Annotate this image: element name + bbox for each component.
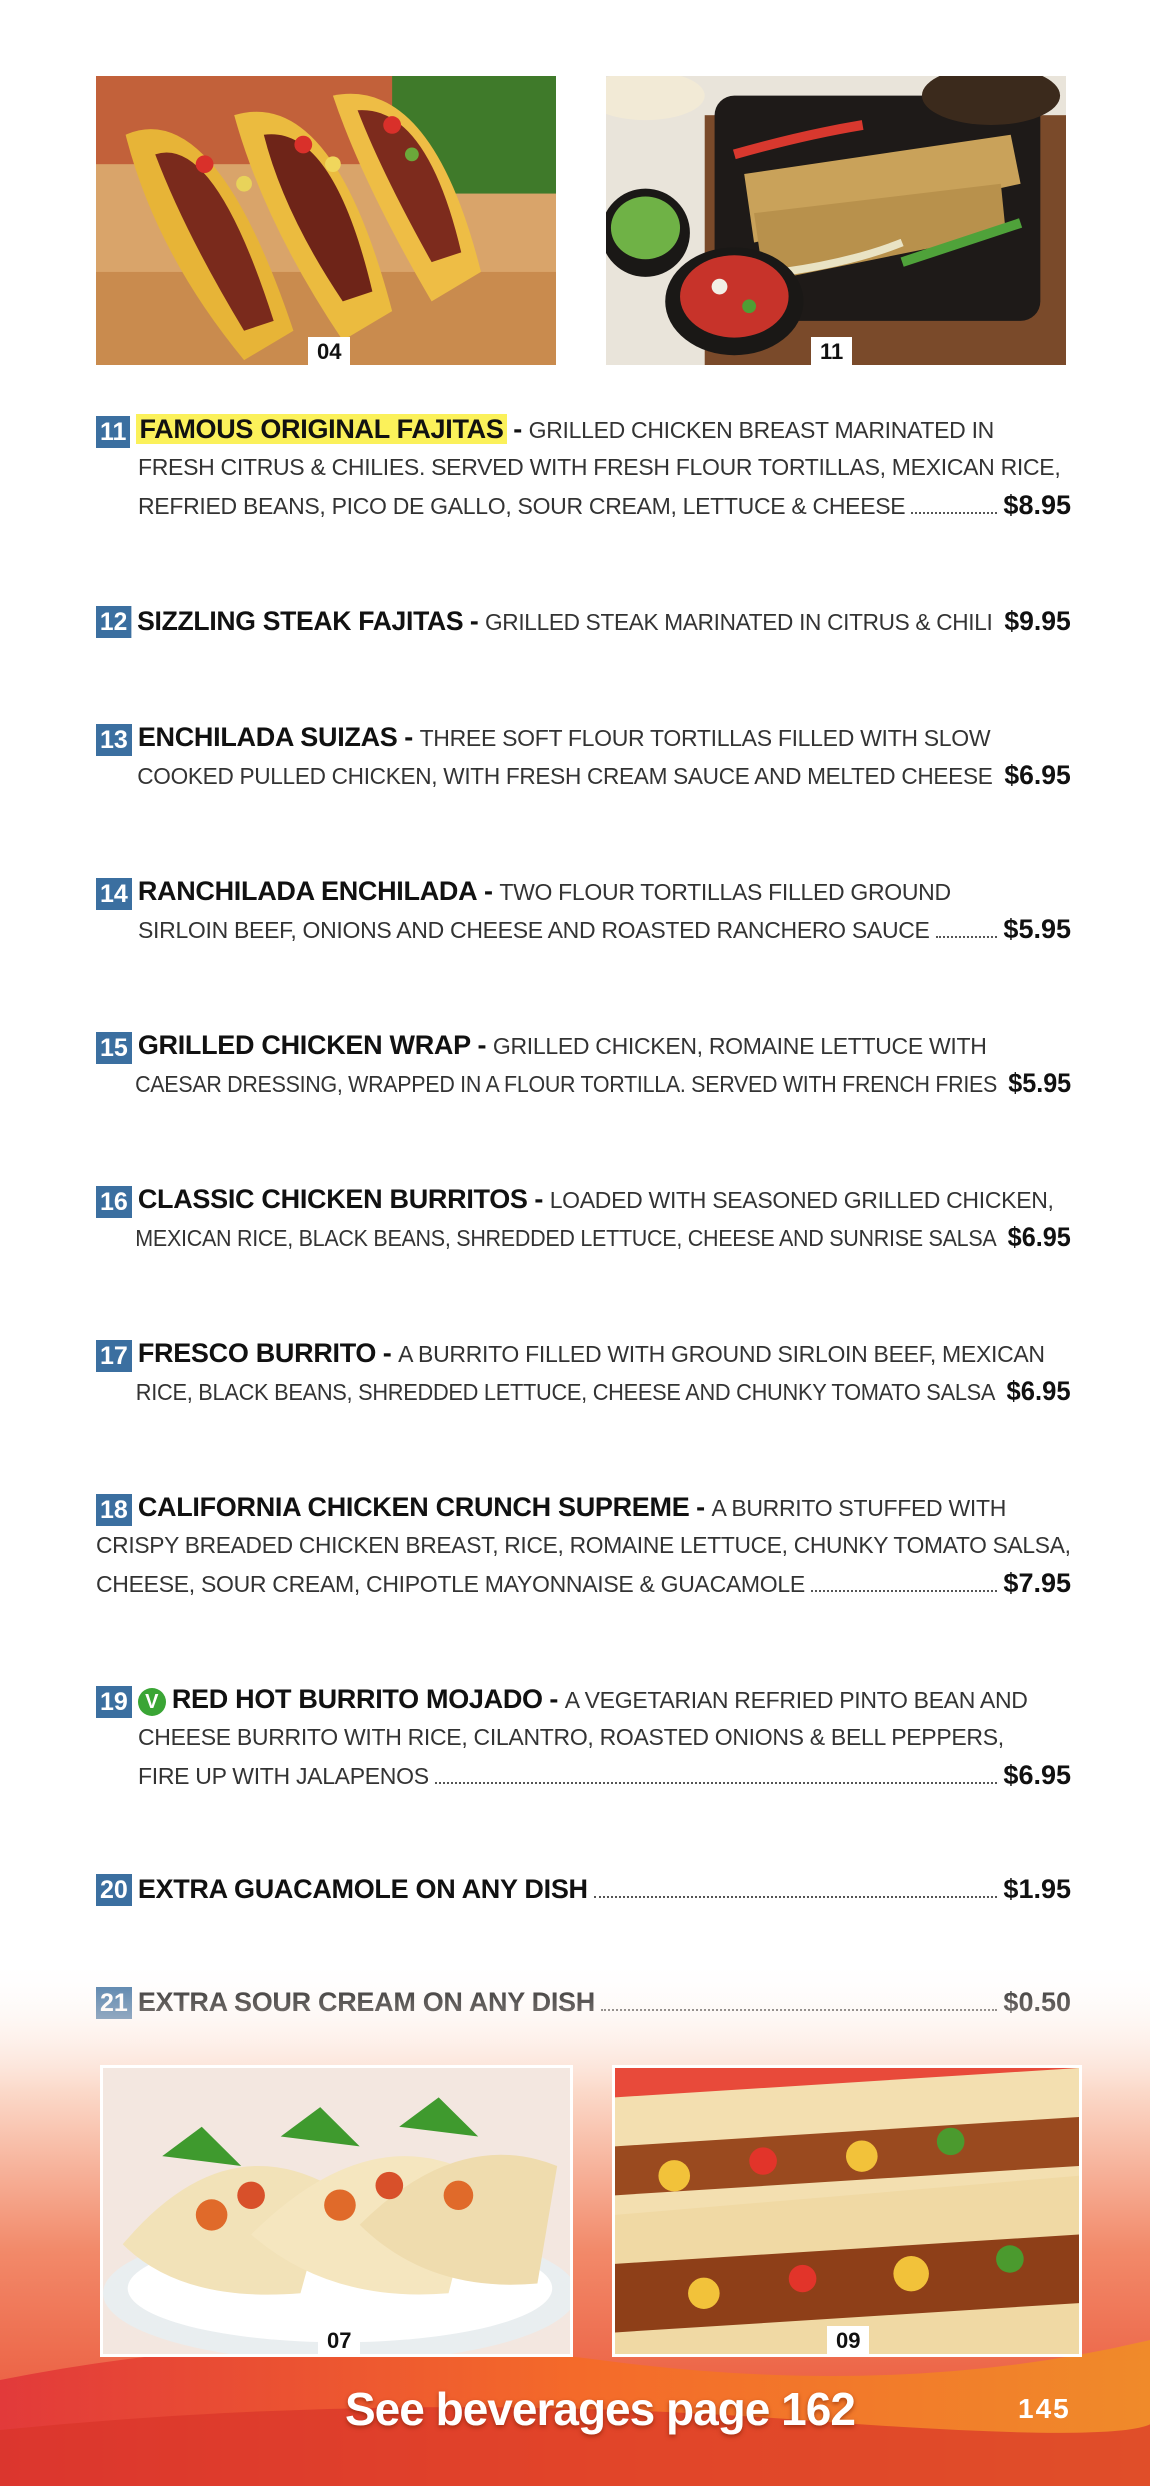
item-name: EXTRA GUACAMOLE ON ANY DISH: [137, 1874, 588, 1904]
item-description: LOADED WITH SEASONED GRILLED CHICKEN,: [549, 1187, 1054, 1213]
dot-leader: [811, 1589, 998, 1592]
fajitas-image: [606, 76, 1066, 365]
item-number-badge: 15: [96, 1032, 132, 1064]
item-price: $8.95: [1003, 490, 1071, 520]
item-number-badge: 17: [96, 1340, 132, 1372]
item-description: A BURRITO FILLED WITH GROUND SIRLOIN BEEF, MEXICAN: [398, 1341, 1045, 1367]
item-description: CHEESE BURRITO WITH RICE, CILANTRO, ROASTED ONIONS & BELL PEPPERS,: [138, 1724, 1004, 1750]
menu-item-20: [96, 1870, 1071, 1908]
item-separator: -: [477, 1030, 487, 1060]
menu-item-15: [96, 1026, 1071, 1102]
item-name: FRESCO BURRITO: [137, 1338, 377, 1368]
item-line: [96, 1526, 1071, 1564]
photo-number-label: 09: [827, 2326, 869, 2354]
item-name: RANCHILADA ENCHILADA: [137, 876, 478, 906]
item-description: FRESH CITRUS & CHILIES. SERVED WITH FRESH FLOUR TORTILLAS, MEXICAN RICE,: [138, 454, 1061, 480]
item-line: [96, 1488, 1071, 1526]
menu-item-13: [96, 718, 1071, 794]
item-number-badge: 11: [96, 416, 130, 448]
item-name: CALIFORNIA CHICKEN CRUNCH SUPREME: [137, 1492, 690, 1522]
menu-item-12: [96, 602, 1071, 640]
item-price-line: [96, 486, 1071, 524]
menu-item-17: [96, 1334, 1071, 1410]
photo-quesadilla: [612, 2065, 1082, 2357]
item-name: ENCHILADA SUIZAS: [137, 722, 398, 752]
item-description: A VEGETARIAN REFRIED PINTO BEAN AND: [564, 1687, 1028, 1713]
item-price-line: [96, 756, 1071, 794]
photo-number-label: 07: [318, 2326, 360, 2354]
item-description: CRISPY BREADED CHICKEN BREAST, RICE, ROMAINE LETTUCE, CHUNKY TOMATO SALSA,: [96, 1532, 1071, 1558]
item-line: [96, 1180, 1071, 1218]
item-price-line: [96, 1064, 1072, 1102]
photo-soft-tacos: [100, 2065, 573, 2357]
item-number-badge: 13: [96, 724, 132, 756]
photo-fajitas: [603, 73, 1069, 368]
item-description: CHEESE, SOUR CREAM, CHIPOTLE MAYONNAISE & GUACAMOLE: [96, 1571, 805, 1597]
item-separator: -: [382, 1338, 392, 1368]
item-price-line: [96, 1756, 1071, 1794]
item-description: RICE, BLACK BEANS, SHREDDED LETTUCE, CHEESE AND CHUNKY TOMATO SALSA: [135, 1379, 996, 1405]
item-price: $6.95: [1006, 1376, 1071, 1406]
item-line: [96, 1680, 1071, 1718]
item-price: $5.95: [1008, 1068, 1072, 1098]
item-separator: -: [404, 722, 413, 752]
item-description: THREE SOFT FLOUR TORTILLAS FILLED WITH SLOW: [419, 725, 991, 751]
item-price: $9.95: [1004, 606, 1071, 636]
dot-leader: [594, 1895, 998, 1898]
dot-leader: [911, 511, 997, 514]
soft-tacos-image: [103, 2068, 570, 2354]
item-number-badge: 14: [96, 878, 132, 910]
menu-item-18: [96, 1488, 1071, 1602]
menu-item-11: [96, 410, 1071, 524]
item-price: $7.95: [1003, 1568, 1071, 1598]
menu-item-16: [96, 1180, 1071, 1256]
dot-leader: [936, 935, 998, 938]
item-line: [96, 1026, 1071, 1064]
item-description: FIRE UP WITH JALAPENOS: [138, 1763, 429, 1789]
item-price-line: [96, 910, 1071, 948]
item-line: [96, 1718, 1071, 1756]
item-separator: -: [483, 876, 493, 906]
item-number-badge: 19: [96, 1686, 132, 1718]
item-separator: -: [534, 1184, 544, 1214]
item-price-line: [96, 1372, 1071, 1410]
item-line: [96, 718, 1071, 756]
photo-tacos: [93, 73, 559, 368]
item-number-badge: 18: [96, 1494, 132, 1526]
vegetarian-icon: V: [138, 1688, 166, 1716]
menu-item-14: [96, 872, 1071, 948]
page-number: 145: [1018, 2393, 1071, 2424]
item-description: GRILLED CHICKEN, ROMAINE LETTUCE WITH: [492, 1033, 987, 1059]
item-name: FAMOUS ORIGINAL FAJITAS: [136, 414, 506, 444]
item-separator: -: [549, 1684, 559, 1714]
quesadilla-image: [615, 2068, 1079, 2354]
item-separator: -: [696, 1492, 705, 1522]
item-description: GRILLED STEAK MARINATED IN CITRUS & CHILI: [484, 609, 993, 635]
item-line: [96, 448, 1071, 486]
item-description: MEXICAN RICE, BLACK BEANS, SHREDDED LETTUCE, CHEESE AND SUNRISE SALSA: [135, 1225, 997, 1251]
item-price: $5.95: [1003, 914, 1071, 944]
item-description: TWO FLOUR TORTILLAS FILLED GROUND: [499, 879, 951, 905]
item-price-line: [96, 1870, 1071, 1908]
item-name: CLASSIC CHICKEN BURRITOS: [137, 1184, 528, 1214]
item-number-badge: 12: [96, 606, 131, 638]
item-separator: -: [513, 414, 522, 444]
item-description: A BURRITO STUFFED WITH: [711, 1495, 1007, 1521]
item-price: $1.95: [1003, 1874, 1071, 1904]
item-price: $6.95: [1003, 1760, 1071, 1790]
photo-number-label: 04: [308, 337, 350, 365]
item-description: SIRLOIN BEEF, ONIONS AND CHEESE AND ROASTED RANCHERO SAUCE: [138, 917, 930, 943]
beverages-reference: See beverages page 162: [345, 2383, 855, 2435]
item-price: $6.95: [1004, 760, 1071, 790]
item-name: SIZZLING STEAK FAJITAS: [137, 606, 464, 636]
item-description: COOKED PULLED CHICKEN, WITH FRESH CREAM SAUCE AND MELTED CHEESE: [137, 763, 993, 789]
item-separator: -: [469, 606, 479, 636]
item-number-badge: 20: [96, 1874, 132, 1906]
item-description: CAESAR DRESSING, WRAPPED IN A FLOUR TORTILLA. SERVED WITH FRENCH FRIES: [135, 1071, 998, 1097]
item-price-line: [96, 1218, 1071, 1256]
item-name: GRILLED CHICKEN WRAP: [137, 1030, 471, 1060]
item-description: REFRIED BEANS, PICO DE GALLO, SOUR CREAM, LETTUCE & CHEESE: [138, 493, 906, 519]
item-number-badge: 16: [96, 1186, 132, 1218]
item-description: GRILLED CHICKEN BREAST MARINATED IN: [528, 417, 994, 443]
item-line: [96, 1334, 1071, 1372]
tacos-image: [96, 76, 556, 365]
photo-number-label: 11: [811, 337, 852, 365]
item-name: RED HOT BURRITO MOJADO: [171, 1684, 543, 1714]
item-price: $6.95: [1007, 1222, 1071, 1252]
dot-leader: [435, 1781, 998, 1784]
menu-item-19: [96, 1680, 1071, 1794]
item-price-line: [96, 1564, 1071, 1602]
item-line: [96, 872, 1071, 910]
item-price-line: [96, 602, 1071, 640]
item-line: [96, 410, 1071, 448]
